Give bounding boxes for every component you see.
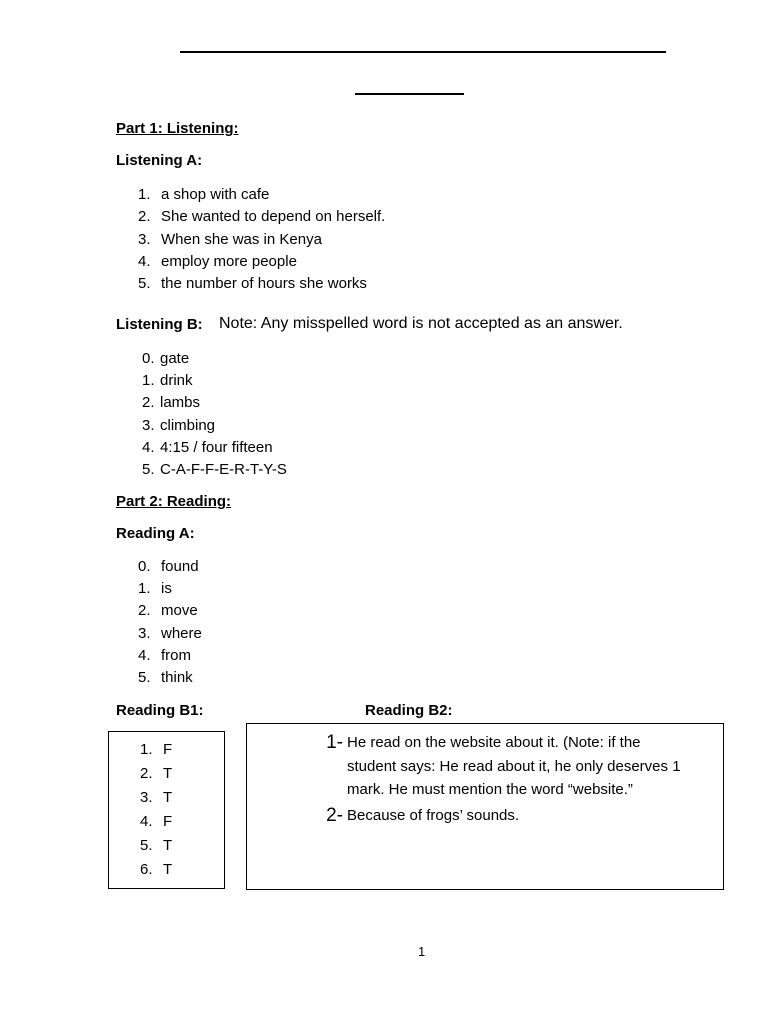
list-item	[142, 348, 287, 370]
list-item	[140, 858, 172, 882]
item-text: T	[163, 861, 173, 878]
list-item	[138, 645, 202, 667]
reading-a-list	[138, 556, 202, 689]
item-number: 2.	[138, 208, 151, 226]
item-number: 1.	[138, 186, 151, 203]
item-text: from	[161, 646, 191, 664]
list-item	[142, 437, 287, 459]
listening-a-heading: Listening A:	[116, 152, 203, 169]
item-number: 0.	[138, 558, 151, 575]
item-number: 4.	[140, 813, 153, 830]
list-item	[140, 786, 172, 810]
item-text: F	[163, 813, 173, 830]
reading-b2-item-2	[321, 804, 519, 828]
item-number: 4.	[138, 252, 151, 270]
item-text: think	[161, 669, 193, 687]
item-number: 6.	[140, 861, 153, 878]
item-text: drink	[160, 372, 193, 390]
item-text: She wanted to depend on herself.	[161, 208, 386, 226]
list-item	[138, 578, 202, 600]
text-line: He read on the website about it. (Note: if the	[347, 734, 641, 751]
part1-heading: Part 1: Listening:	[116, 120, 239, 137]
item-number: 3.	[140, 789, 153, 806]
item-text: found	[161, 558, 199, 575]
listening-b-heading: Listening B:	[116, 316, 203, 333]
list-item	[142, 392, 287, 414]
item-text: is	[161, 580, 172, 598]
item-number: 2.	[138, 602, 151, 620]
item-number: 4.	[142, 438, 155, 456]
reading-b2-item-1	[321, 731, 681, 802]
list-item	[138, 600, 202, 622]
item-text: T	[163, 789, 173, 806]
list-item	[138, 206, 385, 228]
item-text: F	[163, 741, 173, 758]
list-item	[140, 738, 172, 762]
item-text: T	[163, 837, 173, 854]
item-number: 0.	[142, 350, 155, 367]
text-line: Because of frogs’ sounds.	[347, 807, 520, 824]
item-number: 2.	[140, 765, 153, 782]
item-text: C-A-F-F-E-R-T-Y-S	[160, 461, 287, 479]
item-number: 2.	[142, 394, 155, 412]
item-number: 4.	[138, 646, 151, 664]
reading-b2-heading: Reading B2:	[365, 702, 453, 719]
item-number: 5.	[138, 669, 151, 687]
list-item	[138, 273, 385, 295]
item-text	[343, 804, 519, 828]
reading-b1-heading: Reading B1:	[116, 702, 204, 719]
item-text: gate	[160, 350, 190, 367]
item-number: 5.	[142, 461, 155, 479]
item-number: 1.	[138, 580, 151, 598]
item-text: 4:15 / four fifteen	[160, 438, 273, 456]
item-text: employ more people	[161, 252, 297, 270]
item-text	[343, 731, 681, 802]
text-line: mark. He must mention the word “website.”	[347, 781, 633, 798]
item-text: When she was in Kenya	[161, 230, 322, 248]
reading-b1-box	[108, 731, 225, 889]
title-blank-line	[180, 51, 666, 53]
subtitle-blank-line	[355, 93, 464, 95]
part2-heading: Part 2: Reading:	[116, 493, 232, 510]
reading-a-heading: Reading A:	[116, 525, 195, 542]
item-number: 1.	[142, 372, 155, 390]
item-text: where	[161, 624, 202, 642]
item-text: T	[163, 765, 173, 782]
list-item	[140, 834, 172, 858]
item-number: 3.	[138, 624, 151, 642]
listening-b-note: Note: Any misspelled word is not accepted as an answer.	[219, 315, 623, 332]
page-number: 1	[418, 944, 426, 959]
text-line: student says: He read about it, he only deserves 1	[347, 757, 681, 775]
list-item	[138, 184, 385, 206]
list-item	[142, 370, 287, 392]
item-text: move	[161, 602, 198, 620]
item-number: 3.	[138, 230, 151, 248]
item-text: a shop with cafe	[161, 186, 270, 203]
item-number: 1.	[140, 741, 153, 758]
item-text: lambs	[160, 394, 201, 412]
item-number: 2-	[326, 805, 343, 826]
listening-a-list	[138, 184, 385, 295]
list-item	[140, 810, 172, 834]
reading-b1-list	[140, 738, 172, 882]
item-number: 5.	[140, 837, 153, 854]
listening-b-list	[142, 348, 287, 481]
item-text: the number of hours she works	[161, 275, 367, 293]
list-item	[138, 251, 385, 273]
list-item	[138, 229, 385, 251]
list-item	[138, 623, 202, 645]
item-number: 1-	[326, 732, 343, 753]
list-item	[138, 556, 202, 578]
list-item	[138, 667, 202, 689]
list-item	[142, 415, 287, 437]
item-text: climbing	[160, 416, 216, 434]
reading-b2-box	[246, 723, 724, 890]
item-number: 5.	[138, 275, 151, 293]
item-number: 3.	[142, 416, 155, 434]
list-item	[142, 459, 287, 481]
list-item	[140, 762, 172, 786]
